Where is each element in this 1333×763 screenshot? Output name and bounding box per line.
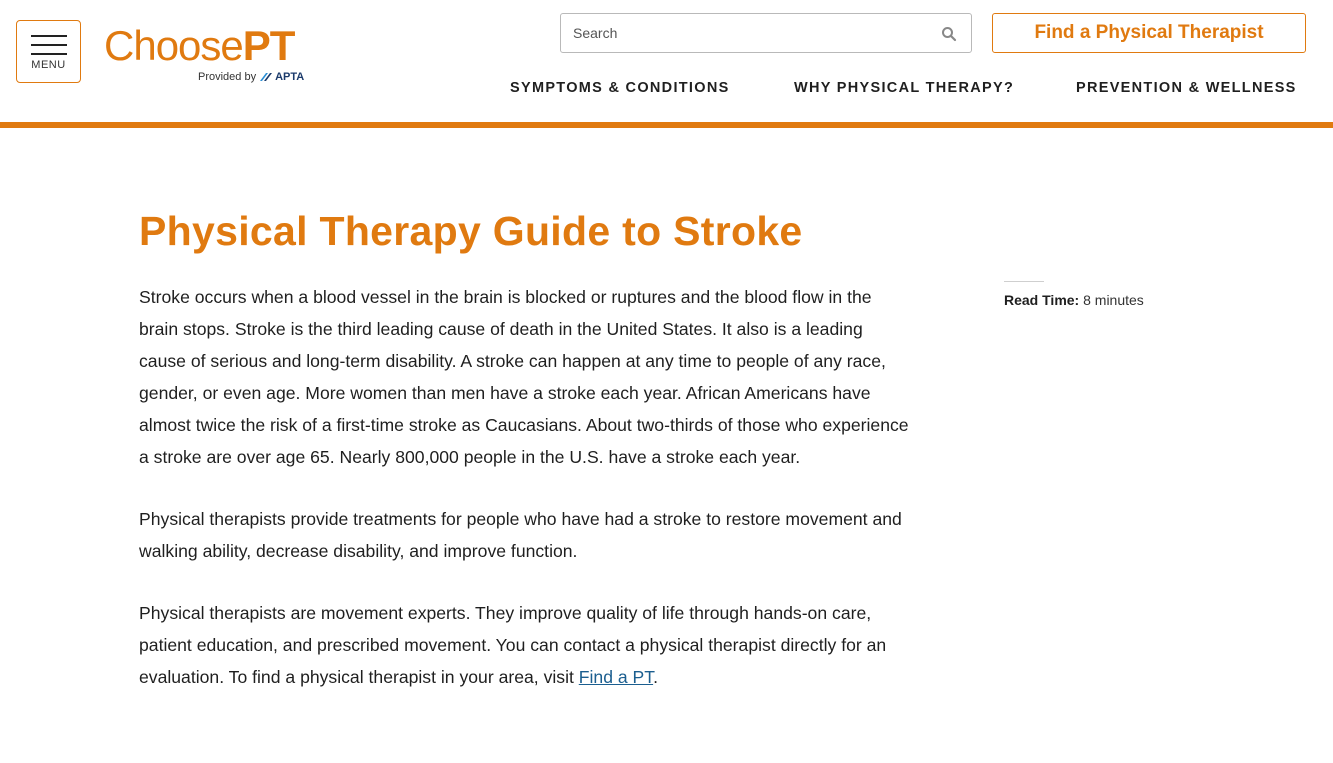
find-physical-therapist-button[interactable]: Find a Physical Therapist — [992, 13, 1306, 53]
sidebar — [1004, 281, 1254, 308]
provided-by-text: Provided by — [198, 71, 257, 83]
read-time-value: 8 minutes — [1083, 292, 1144, 308]
logo-pt: PT — [242, 22, 295, 69]
article-paragraph: Stroke occurs when a blood vessel in the brain is blocked or ruptures and the blood flow in the brain stops. Stroke is the third leading cause of death in the United States. It also is a leading cause of serious and long-term disability. A stroke can happen at any time to people of any race, gender, or even age. More women than men have a stroke each year. African Americans have almost twice the risk of a first-time stroke as Caucasians. About two-thirds of those who experience a stroke are over age 65. Nearly 800,000 people in the U.S. have a stroke each year. — [139, 287, 909, 467]
nav-prevention-wellness[interactable]: PREVENTION & WELLNESS — [1076, 80, 1297, 96]
article-paragraph — [139, 597, 909, 693]
nav-symptoms-conditions[interactable]: SYMPTOMS & CONDITIONS — [510, 80, 730, 96]
menu-button[interactable] — [16, 20, 81, 83]
apta-logo — [260, 71, 304, 83]
search-box — [560, 13, 972, 53]
apta-mark-icon — [260, 72, 274, 82]
sidebar-divider — [1004, 281, 1044, 282]
logo-provided-by — [198, 71, 304, 83]
link-suffix: . — [653, 667, 658, 687]
page-title: Physical Therapy Guide to Stroke — [139, 208, 803, 254]
find-a-pt-link[interactable]: Find a PT — [578, 667, 654, 687]
apta-text: APTA — [275, 71, 305, 83]
hamburger-icon — [31, 35, 67, 37]
article-body — [139, 281, 909, 723]
logo-wordmark — [104, 24, 324, 68]
read-time-label: Read Time: — [1004, 292, 1080, 308]
hamburger-icon — [31, 44, 67, 46]
menu-label: MENU — [31, 59, 66, 71]
search-input[interactable] — [561, 14, 931, 52]
choosept-logo[interactable] — [104, 24, 324, 88]
article-paragraph: Physical therapists provide treatments for people who have had a stroke to restore movement and walking ability, decrease disability, and improve function. — [139, 509, 902, 561]
read-time — [1004, 292, 1254, 308]
header-divider — [0, 122, 1333, 128]
logo-choose: Choose — [104, 22, 243, 69]
site-header — [0, 0, 1333, 122]
paragraph-text: Physical therapists are movement experts. They improve quality of life through hands-on care, patient education, and prescribed movement. You can contact a physical therapist directly for an evaluation. To find a physical therapist in your area, visit — [139, 603, 887, 687]
search-icon[interactable] — [941, 26, 957, 42]
hamburger-icon — [31, 53, 67, 55]
nav-why-physical-therapy[interactable]: WHY PHYSICAL THERAPY? — [794, 80, 1015, 96]
